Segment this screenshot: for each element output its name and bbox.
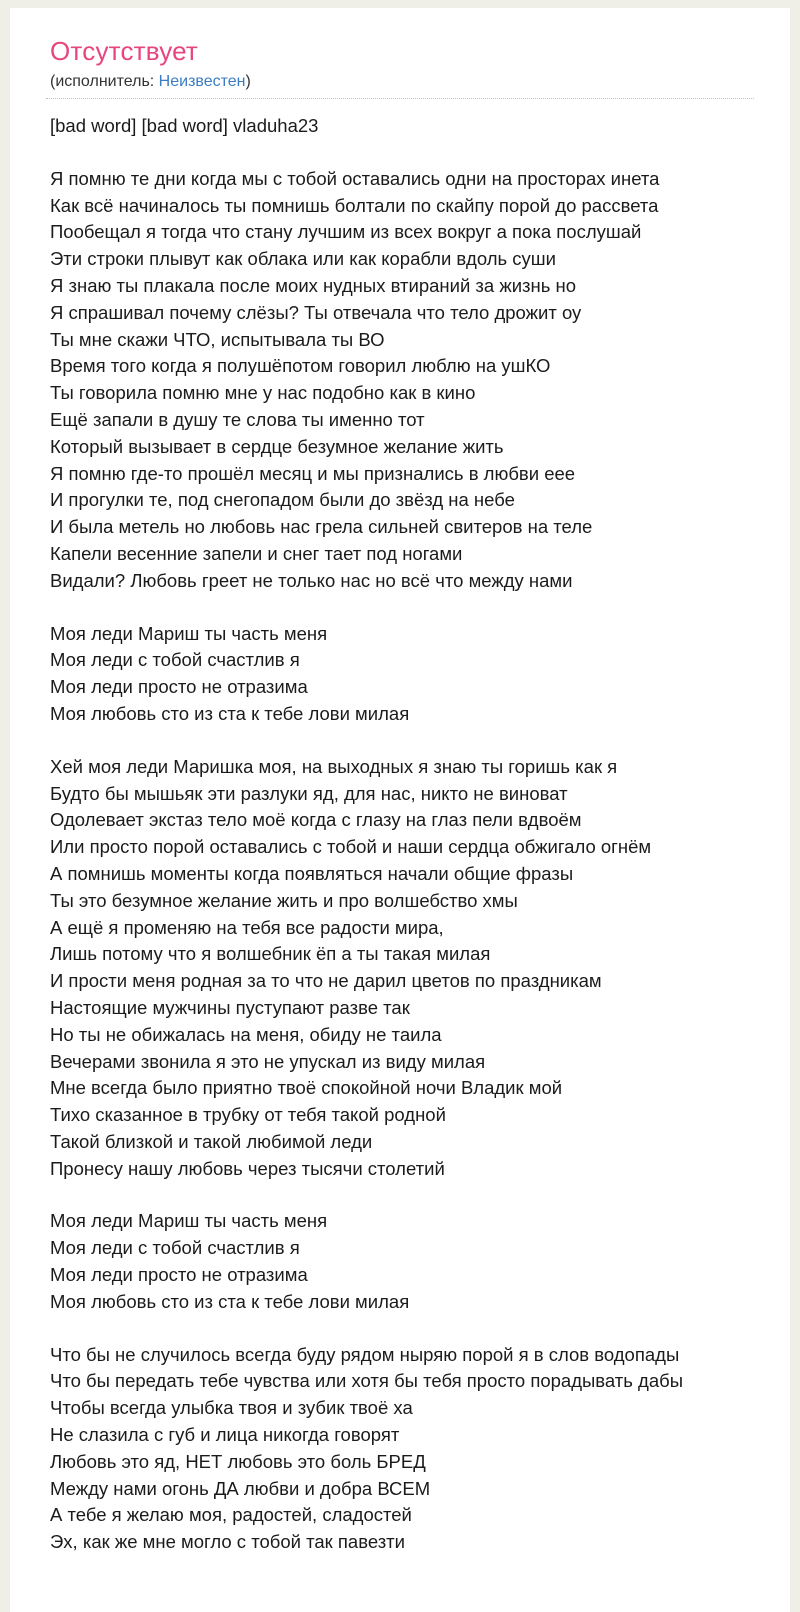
lyrics-line: Хей моя леди Маришка моя, на выходных я знаю ты горишь как я bbox=[50, 755, 618, 777]
lyrics-line: И прогулки те, под снегопадом были до звёзд на небе bbox=[50, 489, 515, 511]
artist-prefix-label: (исполнитель: bbox=[50, 73, 159, 90]
lyrics-line: Будто бы мышьяк эти разлуки яд, для нас, никто не виноват bbox=[50, 782, 568, 804]
lyrics-line: Я спрашивал почему слёзы? Ты отвечала что тело дрожит оу bbox=[50, 301, 582, 323]
lyrics-line: Ещё запали в душу те слова ты именно тот bbox=[50, 408, 425, 430]
lyrics-line: Чтобы всегда улыбка твоя и зубик твоё ха bbox=[50, 1397, 413, 1419]
lyrics-line: Ты мне скажи ЧТО, испытывала ты ВО bbox=[50, 328, 385, 350]
lyrics-line: Не слазила с губ и лица никогда говорят bbox=[50, 1424, 400, 1446]
lyrics-line: Капели весенние запели и снег тает под ногами bbox=[50, 542, 463, 564]
lyrics-line: Но ты не обижалась на меня, обиду не таила bbox=[50, 1023, 442, 1045]
lyrics-body bbox=[50, 166, 762, 1556]
lyrics-line: А помнишь моменты когда появляться начали общие фразы bbox=[50, 862, 574, 884]
lyrics-line: Моя леди просто не отразима bbox=[50, 676, 308, 698]
lyrics-line: Моя любовь сто из ста к тебе лови милая bbox=[50, 1290, 410, 1312]
lyrics-line: Время того когда я полушёпотом говорил люблю на ушКО bbox=[50, 355, 551, 377]
lyrics-line: И была метель но любовь нас грела сильней свитеров на теле bbox=[50, 516, 593, 538]
credit-line: [bad word] [bad word] vladuha23 bbox=[50, 115, 319, 136]
lyrics-stanza bbox=[50, 166, 762, 595]
lyrics-stanza bbox=[50, 621, 762, 728]
lyrics-line: Я помню где-то прошёл месяц и мы признались в любви еее bbox=[50, 462, 576, 484]
lyrics-stanza bbox=[50, 1208, 762, 1315]
artist-suffix-label: ) bbox=[245, 73, 251, 90]
header-divider bbox=[46, 97, 754, 99]
lyrics-line: Моя леди с тобой счастлив я bbox=[50, 649, 300, 671]
lyrics-line: Одолевает экстаз тело моё когда с глазу на глаз пели вдвоём bbox=[50, 809, 582, 831]
lyrics-line: Моя леди просто не отразима bbox=[50, 1264, 308, 1286]
lyrics-line: Как всё начиналось ты помнишь болтали по скайпу порой до рассвета bbox=[50, 194, 659, 216]
lyrics-line: Между нами огонь ДА любви и добра ВСЕМ bbox=[50, 1477, 431, 1499]
lyrics-line: Эти строки плывут как облака или как корабли вдоль суши bbox=[50, 248, 556, 270]
lyrics-line: Любовь это яд, НЕТ любовь это боль БРЕД bbox=[50, 1450, 426, 1472]
lyrics-line: Мне всегда было приятно твоё спокойной ночи Владик мой bbox=[50, 1077, 563, 1099]
lyrics-line: Настоящие мужчины пуступают разве так bbox=[50, 996, 410, 1018]
lyrics-line: Тихо сказанное в трубку от тебя такой родной bbox=[50, 1104, 446, 1126]
lyrics-line: Ты это безумное желание жить и про волшебство хмы bbox=[50, 889, 518, 911]
lyrics-line: Пронесу нашу любовь через тысячи столетий bbox=[50, 1157, 445, 1179]
page-title: Отсутствует bbox=[50, 36, 199, 66]
lyrics-line: Ты говорила помню мне у нас подобно как в кино bbox=[50, 382, 476, 404]
lyrics-line: Моя леди Мариш ты часть меня bbox=[50, 1210, 328, 1232]
lyrics-line: Что бы передать тебе чувства или хотя бы тебя просто порадывать дабы bbox=[50, 1370, 684, 1392]
lyrics-line: Который вызывает в сердце безумное желание жить bbox=[50, 435, 504, 457]
lyrics-line: Видали? Любовь греет не только нас но всё что между нами bbox=[50, 569, 573, 591]
lyrics-line: И прости меня родная за то что не дарил цветов по праздникам bbox=[50, 970, 602, 992]
lyrics-line: Лишь потому что я волшебник ёп а ты такая милая bbox=[50, 943, 491, 965]
lyrics-stanza bbox=[50, 754, 762, 1183]
lyrics-line: Что бы не случилось всегда буду рядом ныряю порой я в слов водопады bbox=[50, 1343, 680, 1365]
artist-link[interactable]: Неизвестен bbox=[158, 73, 246, 90]
lyrics-line: Эх, как же мне могло с тобой так павезти bbox=[50, 1531, 405, 1553]
lyrics-line: Такой близкой и такой любимой леди bbox=[50, 1130, 373, 1152]
lyrics-line: Моя любовь сто из ста к тебе лови милая bbox=[50, 702, 410, 724]
lyrics-line: Или просто порой оставались с тобой и наши сердца обжигало огнём bbox=[50, 836, 652, 858]
lyrics-line: А ещё я променяю на тебя все радости мира, bbox=[50, 916, 444, 938]
lyrics-line: А тебе я желаю моя, радостей, сладостей bbox=[50, 1504, 412, 1526]
lyrics-line: Моя леди с тобой счастлив я bbox=[50, 1237, 300, 1259]
artist-line bbox=[50, 73, 762, 91]
lyrics-line: Я помню те дни когда мы с тобой оставались одни на просторах инета bbox=[50, 167, 660, 189]
lyrics-line: Вечерами звонила я это не упускал из виду милая bbox=[50, 1050, 486, 1072]
lyrics-line: Пообещал я тогда что стану лучшим из всех вокруг а пока послушай bbox=[50, 221, 642, 243]
lyrics-line: Моя леди Мариш ты часть меня bbox=[50, 622, 328, 644]
lyrics-stanza bbox=[50, 1342, 762, 1556]
lyrics-line: Я знаю ты плакала после моих нудных втираний за жизнь но bbox=[50, 274, 577, 296]
